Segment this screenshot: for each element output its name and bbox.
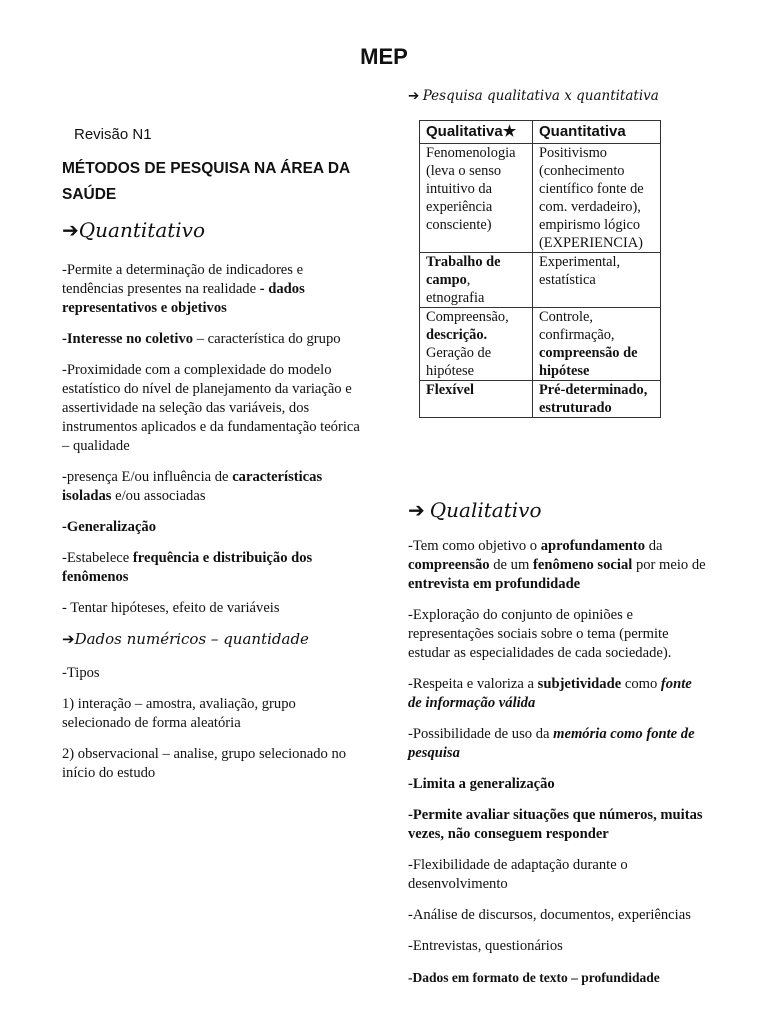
paragraph: -Generalização — [62, 519, 157, 535]
quantitativo-heading — [62, 218, 205, 243]
quantitativo-title: Quantitativo — [78, 218, 206, 242]
table-cell: Trabalho de campo, etnografia — [420, 253, 533, 308]
right-column-body — [408, 537, 708, 999]
paragraph: -Interesse no coletivo – característica do grupo — [62, 331, 341, 347]
paragraph: -Respeita e valoriza a subjetividade como fonte de informação válida — [408, 676, 692, 711]
table-header-quantitativa: Quantitativa — [533, 121, 661, 144]
paragraph: 2) observacional – analise, grupo selecionado no início do estudo — [62, 746, 347, 781]
page-title: MEP — [360, 44, 408, 69]
revision-label: Revisão N1 — [74, 126, 152, 143]
paragraph: -Permite avaliar situações que números, muitas vezes, não conseguem responder — [408, 807, 703, 842]
paragraph: -Análise de discursos, documentos, experiências — [408, 907, 691, 923]
comparison-table — [419, 120, 661, 418]
paragraph: -presença E/ou influência de características isoladas e/ou associadas — [62, 469, 323, 504]
paragraph: -Flexibilidade de adaptação durante o desenvolvimento — [408, 857, 628, 892]
paragraph: -Dados em formato de texto – profundidade — [408, 970, 660, 985]
paragraph: 1) interação – amostra, avaliação, grupo selecionado de forma aleatória — [62, 696, 296, 731]
arrow-right-icon: ➔ — [62, 630, 75, 648]
paragraph: -Possibilidade de uso da memória como fonte de pesquisa — [408, 726, 695, 761]
qualitativo-title: Qualitativo — [429, 498, 542, 522]
table-row — [420, 381, 661, 418]
left-column-body — [62, 261, 362, 795]
table-cell: Controle, confirmação, compreensão de hipótese — [533, 308, 661, 381]
table-row — [420, 253, 661, 308]
paragraph: -Tem como objetivo o aprofundamento da compreensão de um fenômeno social por meio de entrevista em profundidade — [408, 538, 706, 592]
table-cell: Pré-determinado, estruturado — [533, 381, 661, 418]
table-cell: Positivismo (conhecimento científico fonte de com. verdadeiro), empirismo lógico (EXPERIENCIA) — [533, 144, 661, 253]
paragraph: -Exploração do conjunto de opiniões e representações sociais sobre o tema (permite estudar as especialidades de cada sociedade). — [408, 607, 672, 661]
arrow-right-icon: ➔ — [408, 498, 425, 522]
comparison-heading: ➔ Pesquisa qualitativa x quantitativa — [408, 88, 659, 104]
paragraph: - Tentar hipóteses, efeito de variáveis — [62, 600, 280, 616]
table-row — [420, 308, 661, 381]
table-cell: Fenomenologia (leva o senso intuitivo da experiência consciente) — [420, 144, 533, 253]
paragraph: -Estabelece frequência e distribuição dos fenômenos — [62, 550, 313, 585]
paragraph: -Proximidade com a complexidade do modelo estatístico do nível de planejamento da variação e assertividade na seleção das variáveis, dos instrumentos aplicados e da fundamentação teórica – qualidade — [62, 362, 360, 454]
section-heading: MÉTODOS DE PESQUISA NA ÁREA DA SAÚDE — [62, 160, 350, 203]
paragraph: -Entrevistas, questionários — [408, 938, 563, 954]
paragraph: -Permite a determinação de indicadores e tendências presentes na realidade - dados representativos e objetivos — [62, 262, 305, 316]
qualitativo-heading — [408, 498, 542, 523]
table-cell: Experimental, estatística — [533, 253, 661, 308]
table-row — [420, 144, 661, 253]
paragraph: -Limita a generalização — [408, 776, 555, 792]
dados-heading: ➔Dados numéricos – quantidade — [62, 630, 309, 648]
table-header-row — [420, 121, 661, 144]
table-cell: Compreensão, descrição. Geração de hipótese — [420, 308, 533, 381]
arrow-right-icon: ➔ — [408, 88, 420, 104]
arrow-right-icon: ➔ — [62, 218, 79, 242]
paragraph: -Tipos — [62, 665, 100, 681]
table-header-qualitativa: Qualitativa★ — [420, 121, 533, 144]
table-cell: Flexível — [420, 381, 533, 418]
star-icon: ★ — [502, 123, 517, 140]
